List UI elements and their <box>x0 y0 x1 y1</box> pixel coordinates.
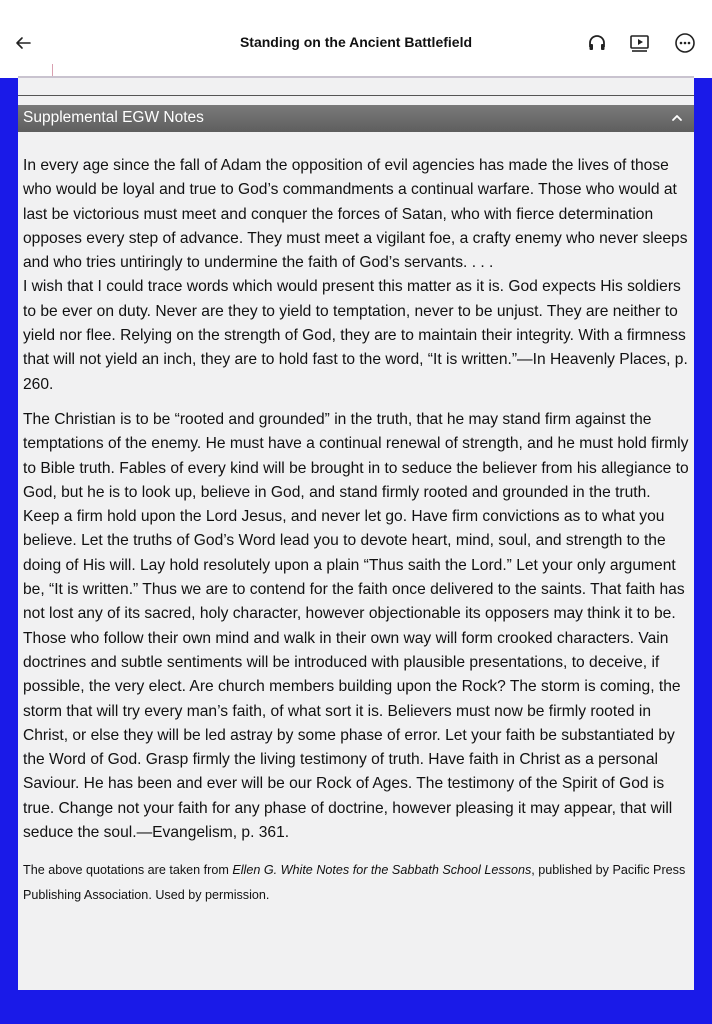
paragraph: I wish that I could trace words which would present this matter as it is. God expects His soldiers to be ever on duty. Never are they to yield to temptation, never to be unjust. They are neither to yield nor flee. Relying on the strength of God, they are to maintain their integrity. With a firmness that will not yield an inch, they are to hold fast to the word, “It is written.”—In Heavenly Places, p. 260. <box>23 278 688 393</box>
section-divider <box>18 95 694 96</box>
footnote-suffix: , published by Pacific Press Publishing Association. Used by permission. <box>23 863 686 902</box>
headphones-icon <box>587 33 607 53</box>
audio-button[interactable] <box>585 31 609 55</box>
page-title: Standing on the Ancient Battlefield <box>239 34 473 50</box>
more-options-button[interactable] <box>673 31 697 55</box>
paragraph: Those who follow their own mind and walk in their own way will form crooked characters. Vain doctrines and subtle sentiments will be introduced with plausible presentations, to deceive, if possible, the very elect. Are church members building upon the Rock? The storm is coming, the storm that will try every man’s faith, of what sort it is. Believers must now be firmly rooted in Christ, or else they will be led astray by some phase of error. Let your faith be substantiated by the Word of God. Grasp firmly the living testimony of truth. Have faith in Christ as a personal Saviour. He has been and ever will be our Rock of Ages. The testimony of the Spirit of God is true. Change not your faith for any phase of doctrine, however pleasing it may appear, that will seduce the soul.—Evangelism, p. 361. <box>23 629 681 842</box>
play-video-icon <box>629 33 651 53</box>
footnote-prefix: The above quotations are taken from <box>23 863 233 878</box>
paragraph: In every age since the fall of Adam the opposition of evil agencies has made the lives of those who would be loyal and true to God’s commandments a continual warfare. Those who would at last be victorious must meet and conquer the forces of Satan, who with fierce determination opposes every step of advance. They must meet a vigilant foe, a crafty enemy who never sleeps and who tries untiringly to undermine the faith of God’s servants. . . . <box>23 157 688 272</box>
back-button[interactable] <box>8 28 38 58</box>
chevron-up-icon[interactable] <box>670 111 684 125</box>
notes-body <box>23 154 691 907</box>
section-header-egw-notes[interactable] <box>18 105 694 132</box>
section-title: Supplemental EGW Notes <box>23 109 204 126</box>
paragraph: The Christian is to be “rooted and grounded” in the truth, that he may stand firm against the temptations of the enemy. He must have a continual renewal of strength, and he must hold firmly to Bible truth. Fables of every kind will be brought in to seduce the believer from his allegiance to God, but he is to look up, believe in God, and stand firmly rooted and grounded in the truth. <box>23 410 689 501</box>
text-cursor-mark <box>52 64 53 76</box>
content-panel <box>18 78 694 990</box>
more-options-icon <box>674 32 696 54</box>
attribution-footnote <box>23 858 691 907</box>
video-button[interactable] <box>628 31 652 55</box>
paragraph: Keep a firm hold upon the Lord Jesus, and never let go. Have firm convictions as to what you believe. Let the truths of God’s Word lead you to devote heart, mind, soul, and strength to the doing of His will. Lay hold resolutely upon a plain “Thus saith the Lord.” Let your only argument be, “It is written.” Thus we are to contend for the faith once delivered to the saints. That faith has not lost any of its sacred, holy character, however objectionable its opposers may think it to be. <box>23 508 685 623</box>
app-header <box>0 0 712 78</box>
arrow-left-icon <box>15 35 31 51</box>
footnote-book-title: Ellen G. White Notes for the Sabbath School Lessons <box>232 863 532 878</box>
